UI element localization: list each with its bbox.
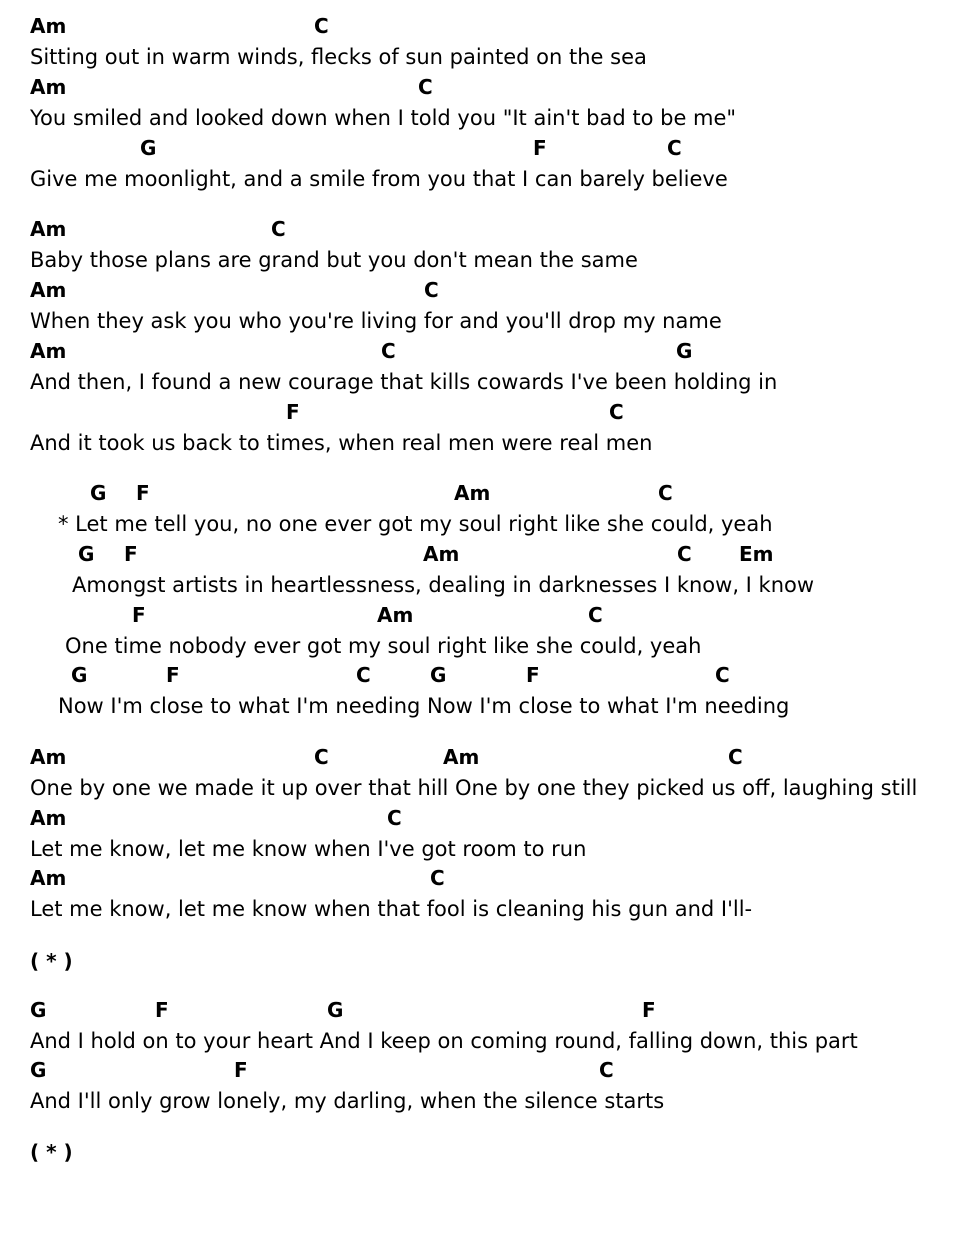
lyric-line: Amongst artists in heartlessness, dealing in darknesses I know, I know (72, 573, 815, 597)
chord-am: Am (30, 14, 67, 38)
lyric-line: Give me moonlight, and a smile from you that I can barely believe (30, 167, 728, 191)
chord-g: G (90, 481, 107, 505)
chord-c: C (314, 14, 329, 38)
lyric-line: One time nobody ever got my soul right like she could, yeah (65, 634, 702, 658)
chord-c: C (677, 542, 692, 566)
chord-g: G (30, 1058, 47, 1082)
chord-c: C (314, 745, 329, 769)
chord-f: F (526, 663, 540, 687)
chord-c: C (271, 217, 286, 241)
chord-am: Am (30, 278, 67, 302)
chord-c: C (609, 400, 624, 424)
chord-c: C (430, 866, 445, 890)
lyric-line: Baby those plans are grand but you don't mean the same (30, 248, 638, 272)
chord-am: Am (454, 481, 491, 505)
lyric-line: Sitting out in warm winds, flecks of sun painted on the sea (30, 45, 647, 69)
chord-g: G (327, 998, 344, 1022)
chord-em: Em (739, 542, 774, 566)
chord-c: C (588, 603, 603, 627)
chord-c: C (715, 663, 730, 687)
chord-c: C (599, 1058, 614, 1082)
chord-c: C (381, 339, 396, 363)
chord-am: Am (443, 745, 480, 769)
refrain-marker: ( * ) (30, 1140, 73, 1164)
chord-g: G (71, 663, 88, 687)
chord-c: C (387, 806, 402, 830)
chord-c: C (424, 278, 439, 302)
chord-am: Am (30, 217, 67, 241)
lyric-line: You smiled and looked down when I told you "It ain't bad to be me" (30, 106, 737, 130)
lyric-line: Let me know, let me know when that fool is cleaning his gun and I'll- (30, 897, 753, 921)
chord-am: Am (377, 603, 414, 627)
lyric-line: And I hold on to your heart And I keep on coming round, falling down, this part (30, 1029, 858, 1053)
chord-c: C (667, 136, 682, 160)
lyric-line: One by one we made it up over that hill One by one they picked us off, laughing still (30, 776, 918, 800)
chord-g: G (676, 339, 693, 363)
chord-f: F (642, 998, 656, 1022)
refrain-marker: ( * ) (30, 949, 73, 973)
chord-f: F (155, 998, 169, 1022)
chord-c: C (728, 745, 743, 769)
lyric-line: When they ask you who you're living for and you'll drop my name (30, 309, 722, 333)
chord-g: G (78, 542, 95, 566)
chord-am: Am (423, 542, 460, 566)
chord-am: Am (30, 806, 67, 830)
chord-f: F (533, 136, 547, 160)
chord-g: G (30, 998, 47, 1022)
lyric-line: And then, I found a new courage that kills cowards I've been holding in (30, 370, 778, 394)
chord-g: G (140, 136, 157, 160)
chord-c: C (418, 75, 433, 99)
chord-f: F (166, 663, 180, 687)
chord-am: Am (30, 339, 67, 363)
chord-f: F (136, 481, 150, 505)
chord-f: F (124, 542, 138, 566)
chord-am: Am (30, 866, 67, 890)
lyric-line: * Let me tell you, no one ever got my soul right like she could, yeah (58, 512, 773, 536)
lyric-line: And it took us back to times, when real men were real men (30, 431, 653, 455)
chord-am: Am (30, 75, 67, 99)
chord-f: F (286, 400, 300, 424)
lyric-line: Let me know, let me know when I've got room to run (30, 837, 587, 861)
chord-am: Am (30, 745, 67, 769)
lyric-line: And I'll only grow lonely, my darling, when the silence starts (30, 1089, 665, 1113)
chord-f: F (132, 603, 146, 627)
chord-c: C (658, 481, 673, 505)
lyric-line: Now I'm close to what I'm needing Now I'm close to what I'm needing (58, 694, 790, 718)
chord-f: F (234, 1058, 248, 1082)
chord-g: G (430, 663, 447, 687)
chord-c: C (356, 663, 371, 687)
